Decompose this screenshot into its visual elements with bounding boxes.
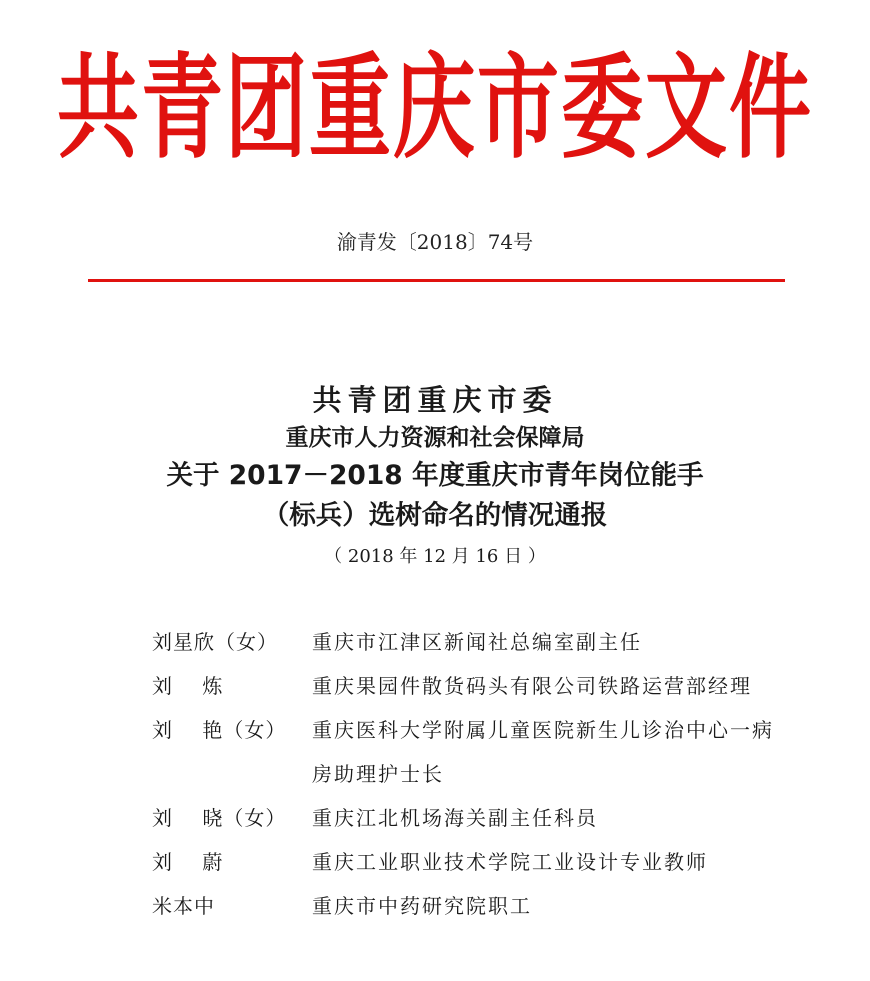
honoree-position: 重庆医科大学附属儿童医院新生儿诊治中心一病房助理护士长 xyxy=(312,718,774,786)
honoree-name: 刘 蔚 xyxy=(152,850,224,874)
honoree-name: 米本中 xyxy=(152,894,215,918)
list-item xyxy=(152,884,792,928)
notice-title-line-2: （标兵）选树命名的情况通报 xyxy=(262,500,608,531)
honoree-name: 刘 炼 xyxy=(152,674,224,698)
document-number: 渝青发〔2018〕74号 xyxy=(336,230,534,254)
issuer-line-1: 共青团重庆市委 xyxy=(312,383,558,417)
notice-title-block xyxy=(0,380,870,574)
honoree-position: 重庆工业职业技术学院工业设计专业教师 xyxy=(312,850,708,874)
list-item xyxy=(152,620,792,664)
honoree-name: 刘 晓（女） xyxy=(152,806,287,830)
notice-title-line-1: 关于 2017－2018 年度重庆市青年岗位能手 xyxy=(166,460,704,491)
honoree-position: 重庆江北机场海关副主任科员 xyxy=(312,806,598,830)
honoree-name: 刘 艳（女） xyxy=(152,718,287,742)
list-item xyxy=(152,708,792,796)
issuer-line-2: 重庆市人力资源和社会保障局 xyxy=(285,425,585,451)
honoree-position: 重庆果园件散货码头有限公司铁路运营部经理 xyxy=(312,674,752,698)
document-masthead: 共青团重庆市委文件 xyxy=(56,42,813,175)
list-item xyxy=(152,664,792,708)
honoree-list xyxy=(152,620,792,928)
honoree-name: 刘星欣（女） xyxy=(152,630,278,654)
honoree-position: 重庆市中药研究院职工 xyxy=(312,894,532,918)
honoree-position: 重庆市江津区新闻社总编室副主任 xyxy=(312,630,642,654)
notice-date: （ 2018 年 12 月 16 日 ） xyxy=(324,546,546,567)
red-divider-rule xyxy=(88,279,785,282)
list-item xyxy=(152,840,792,884)
list-item xyxy=(152,796,792,840)
